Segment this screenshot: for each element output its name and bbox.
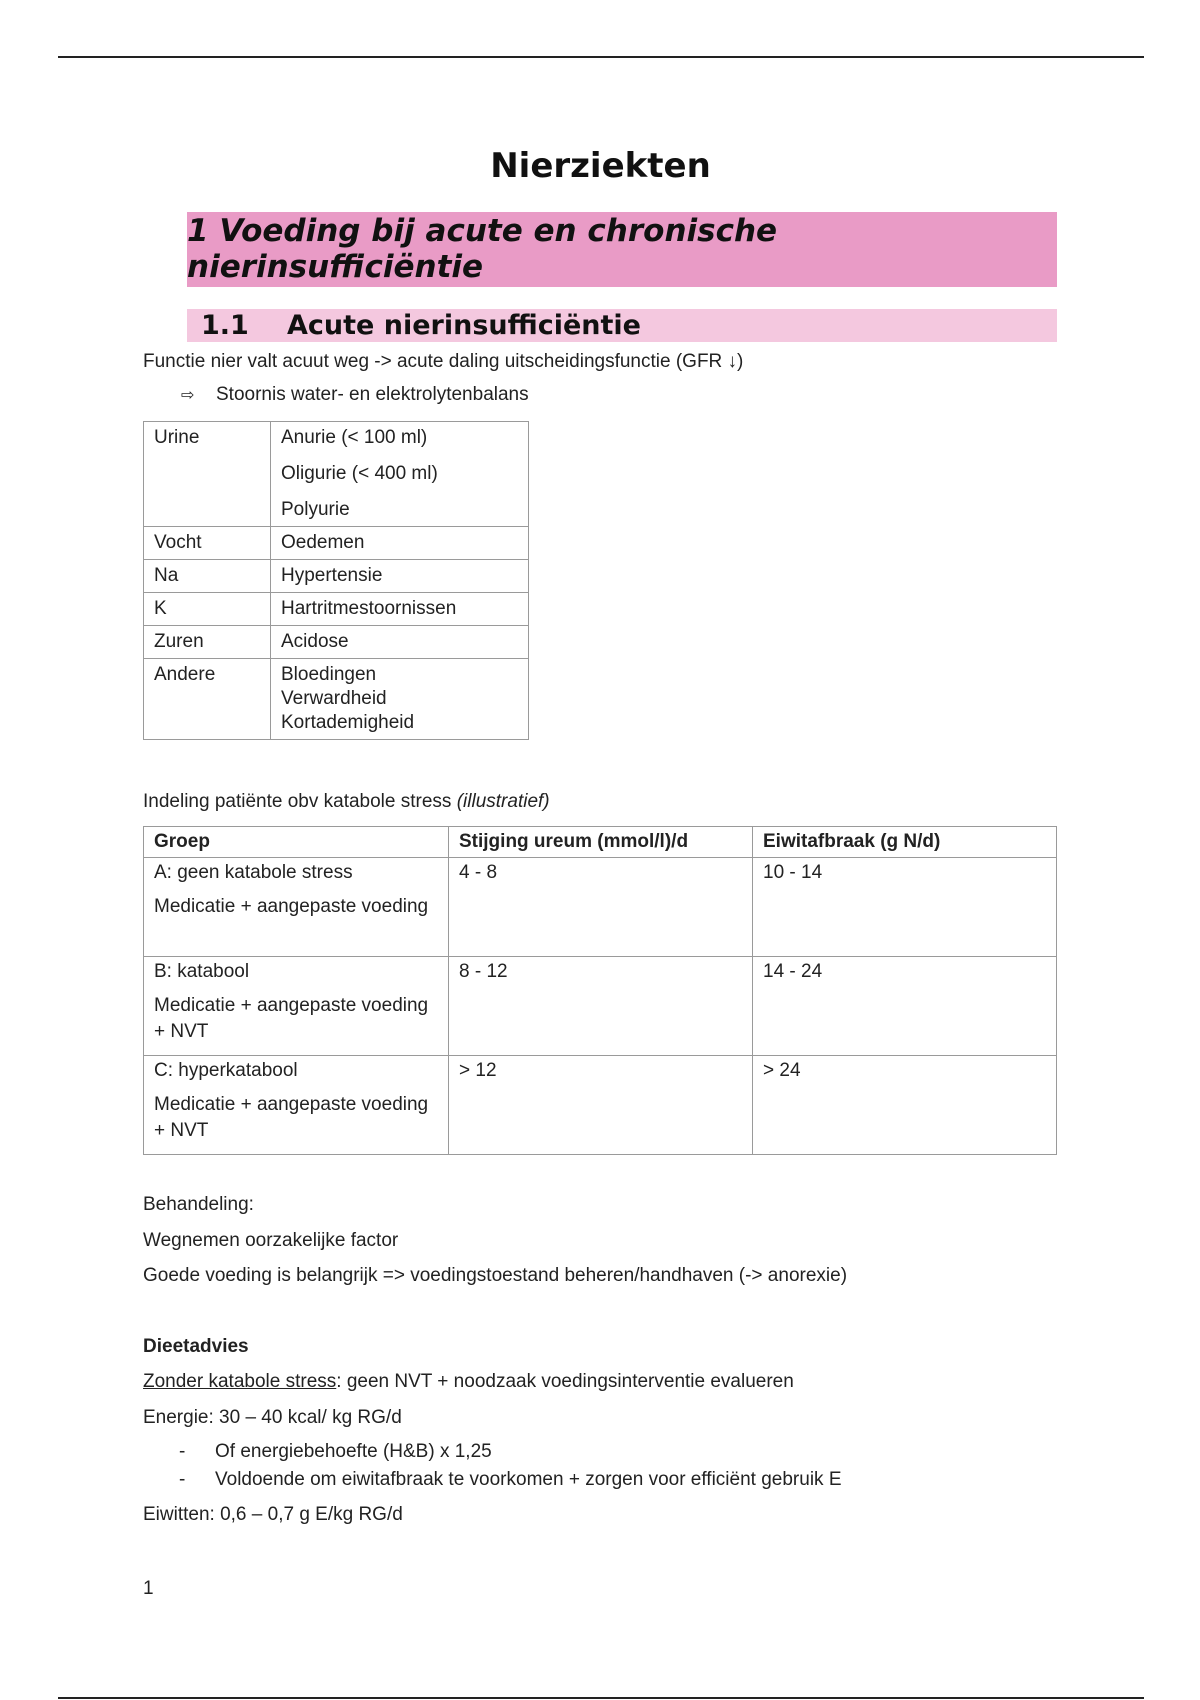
dieetadvies-zonder [143, 1370, 794, 1394]
arrow-list-item [181, 384, 529, 406]
table-row [144, 858, 1057, 957]
row-value [271, 659, 529, 740]
heading-2-number: 1.1 [201, 310, 249, 341]
behandeling-heading: Behandeling: [143, 1194, 254, 1215]
zonder-text: : geen NVT + noodzaak voedingsinterventie evalueren [336, 1371, 794, 1392]
list-item-text: Of energiebehoefte (H&B) x 1,25 [215, 1441, 492, 1462]
group-treatment: Medicatie + aangepaste voeding + NVT [154, 1094, 429, 1141]
dash-marker: - [179, 1469, 186, 1490]
row-value [271, 422, 529, 527]
document-title: Nierziekten [490, 146, 711, 186]
table-header-cell: Groep [144, 827, 449, 858]
eiwit-cell: > 24 [753, 1056, 1057, 1155]
row-label: Zuren [144, 626, 271, 659]
zonder-label: Zonder katabole stress [143, 1371, 337, 1392]
table-row [144, 626, 529, 659]
table-row [144, 1056, 1057, 1155]
table-row [144, 422, 529, 527]
group-name: C: hyperkatabool [154, 1060, 298, 1081]
header-rule [58, 56, 1144, 58]
heading-2 [187, 309, 1057, 342]
ureum-cell: > 12 [449, 1056, 753, 1155]
row-value [271, 626, 529, 659]
row-value-line: Acidose [281, 631, 349, 652]
row-value-line: Kortademigheid [281, 712, 415, 733]
row-value [271, 560, 529, 593]
energie-line: Energie: 30 – 40 kcal/ kg RG/d [143, 1407, 402, 1428]
dieetadvies-heading: Dieetadvies [143, 1336, 249, 1357]
row-value-line: Hartritmestoornissen [281, 598, 457, 619]
table-row [144, 527, 529, 560]
row-label: Andere [144, 659, 271, 740]
row-value-line: Oedemen [281, 532, 365, 553]
table-row [144, 659, 529, 740]
catabolic-stress-table [143, 826, 1057, 1155]
eiwitten-line: Eiwitten: 0,6 – 0,7 g E/kg RG/d [143, 1504, 403, 1525]
heading-2-text: Acute nierinsufficiëntie [287, 310, 641, 341]
symptoms-table [143, 421, 529, 740]
table2-caption-italic: (illustratief) [456, 791, 550, 812]
row-label: Vocht [144, 527, 271, 560]
table-row [144, 593, 529, 626]
table-row [144, 957, 1057, 1056]
table-header-cell: Stijging ureum (mmol/l)/d [449, 827, 753, 858]
row-label: K [144, 593, 271, 626]
row-label: Na [144, 560, 271, 593]
behandeling-line: Wegnemen oorzakelijke factor [143, 1230, 399, 1251]
eiwit-cell: 14 - 24 [753, 957, 1057, 1056]
group-name: B: katabool [154, 961, 250, 982]
table2-caption-text: Indeling patiënte obv katabole stress [143, 791, 457, 812]
group-treatment: Medicatie + aangepaste voeding + NVT [154, 995, 429, 1042]
page-number: 1 [143, 1578, 154, 1599]
table-header-cell: Eiwitafbraak (g N/d) [753, 827, 1057, 858]
table2-caption [143, 790, 550, 814]
group-name: A: geen katabole stress [154, 862, 353, 883]
row-value [271, 593, 529, 626]
footer-rule [58, 1697, 1144, 1699]
row-label: Urine [144, 422, 271, 527]
group-cell [144, 858, 449, 957]
table-row [144, 560, 529, 593]
row-value-line: Oligurie (< 400 ml) [281, 463, 438, 484]
arrow-icon: ⇨ [181, 387, 195, 404]
behandeling-line: Goede voeding is belangrijk => voedingstoestand beheren/handhaven (-> anorexie) [143, 1265, 848, 1286]
intro-text: Functie nier valt acuut weg -> acute daling uitscheidingsfunctie (GFR ↓) [143, 351, 744, 372]
row-value [271, 527, 529, 560]
row-value-line: Verwardheid [281, 688, 387, 709]
row-value-line: Polyurie [281, 499, 350, 520]
heading-1: 1 Voeding bij acute en chronische nierinsufficiëntie [187, 212, 1057, 287]
list-item [179, 1469, 842, 1491]
group-cell [144, 1056, 449, 1155]
group-treatment: Medicatie + aangepaste voeding [154, 896, 429, 917]
ureum-cell: 4 - 8 [449, 858, 753, 957]
table-header-row [144, 827, 1057, 858]
dash-marker: - [179, 1441, 186, 1462]
eiwit-cell: 10 - 14 [753, 858, 1057, 957]
group-cell [144, 957, 449, 1056]
row-value-line: Anurie (< 100 ml) [281, 427, 428, 448]
list-item [179, 1441, 492, 1463]
ureum-cell: 8 - 12 [449, 957, 753, 1056]
row-value-line: Bloedingen [281, 664, 377, 685]
row-value-line: Hypertensie [281, 565, 383, 586]
arrow-list-text: Stoornis water- en elektrolytenbalans [216, 384, 529, 405]
list-item-text: Voldoende om eiwitafbraak te voorkomen + zorgen voor efficiënt gebruik E [215, 1469, 842, 1490]
